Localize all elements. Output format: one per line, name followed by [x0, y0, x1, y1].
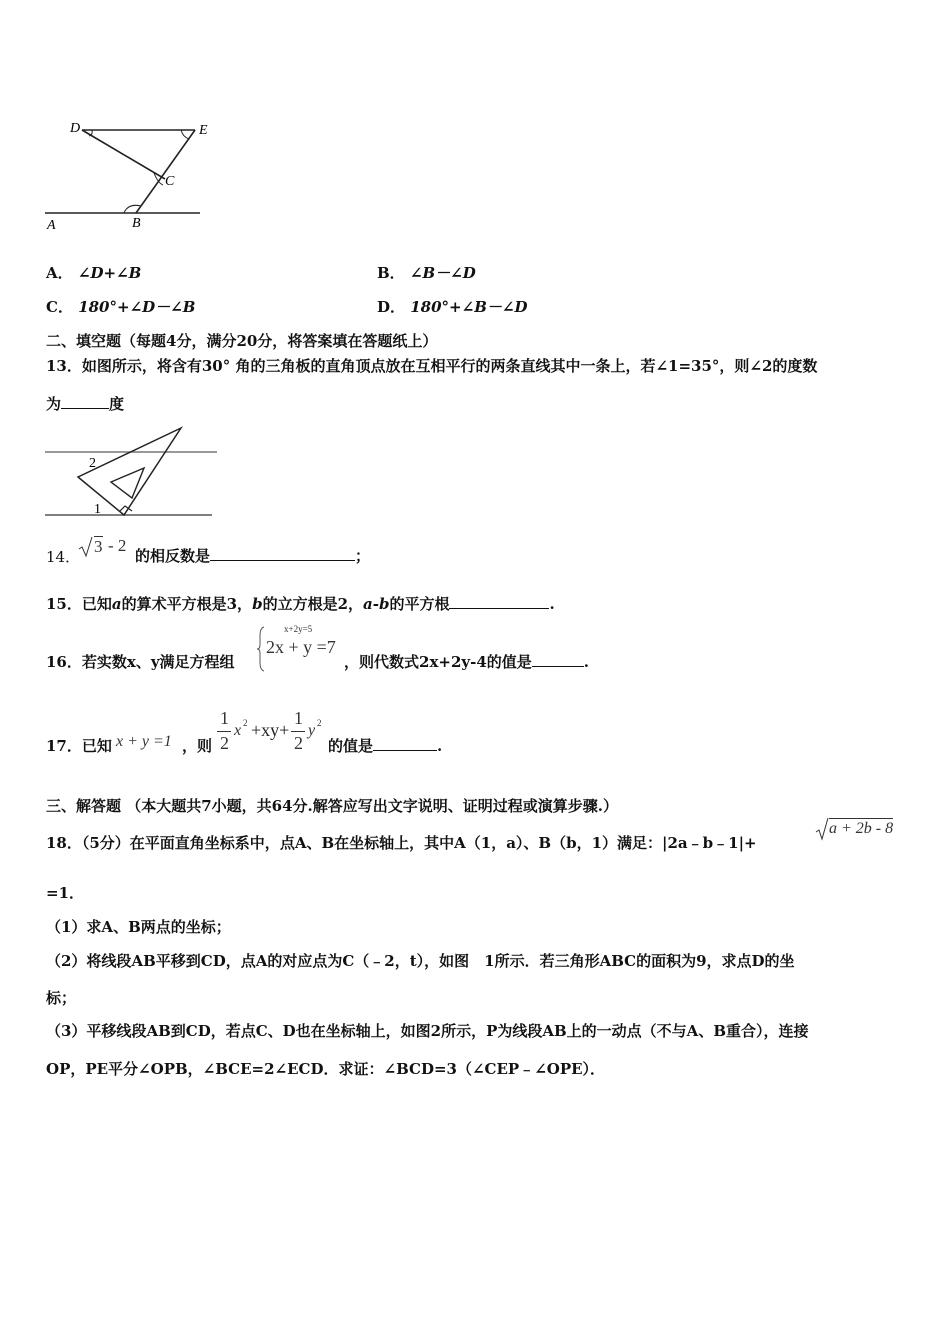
q13-line1: 13．如图所示，将含有30° 角的三角板的直角顶点放在互相平行的两条直线其中一条上，若∠1=35°，则∠2的度数 [46, 357, 818, 375]
q15-t3: 的平方根 [389, 595, 450, 613]
option-a [46, 262, 141, 283]
q18-part2-line1: （2）将线段AB平移到CD，点A的对应点为C（﹣2，t），如图 1所示．若三角形ABC的面积为9，求点D的坐 [46, 952, 795, 970]
q13-answer-blank[interactable] [61, 394, 109, 409]
q18-line2: =1． [46, 884, 85, 902]
q18-part3-line2: OP，PE平分∠OPB，∠BCE=2∠ECD．求证：∠BCD=3（∠CEP﹣∠OPE）． [46, 1060, 606, 1078]
q17-frac2-num: 1 [294, 708, 303, 728]
q17-cond: x + y =1 [116, 733, 172, 750]
q14-text [135, 545, 370, 566]
q15-answer-blank[interactable] [449, 594, 549, 609]
label-e: E [199, 123, 208, 138]
q17-frac1-den: 2 [220, 733, 229, 753]
option-b-label: B． [377, 264, 405, 282]
option-c-label: C． [46, 298, 73, 316]
q17-x-sup: 2 [243, 718, 248, 728]
q16 [46, 624, 646, 674]
q16-text [344, 651, 589, 672]
sqrt-symbol [78, 536, 94, 558]
label-d: D [70, 121, 81, 136]
option-a-text: ∠D+∠B [77, 264, 142, 282]
q18-sqrt-arg: a + 2b - 8 [829, 820, 894, 837]
q14-end: ； [355, 547, 371, 565]
q17-answer-blank[interactable] [373, 736, 437, 751]
q14-sqrt-arg: 3 [94, 537, 103, 556]
q18-part2-line2: 标； [46, 989, 77, 1007]
q15-end: . [549, 595, 555, 613]
option-b-text: ∠B－∠D [409, 264, 476, 282]
label-a: A [47, 218, 56, 233]
q16-text-label: ，则代数式2x+2y-4的值是 [344, 653, 532, 671]
q13-pre: 为 [46, 395, 62, 413]
q15-ab: a-b [363, 595, 390, 613]
line-eb [136, 130, 195, 213]
q17-frac1-bar [217, 731, 231, 732]
q17-num: 17．已知 [46, 737, 112, 755]
line-dc [82, 130, 165, 179]
option-a-label: A． [46, 264, 73, 282]
label-angle-2: 2 [89, 456, 96, 471]
q14-answer-blank[interactable] [210, 546, 355, 561]
triangle-inner [111, 468, 144, 498]
q15-num: 15．已知 [46, 595, 112, 613]
option-d-text: 180°+∠B－∠D [410, 298, 528, 316]
q13-post: 度 [109, 395, 125, 413]
q15-t2: 的立方根是2， [262, 595, 364, 613]
q16-eq1: x+2y=5 [284, 624, 313, 634]
q18-part3-line1: （3）平移线段AB到CD，若点C、D也在坐标轴上，如图2所示，P为线段AB上的一动点（不与A、B重合），连接 [46, 1022, 809, 1040]
q17-end: . [437, 737, 443, 755]
q17-frac2-den: 2 [294, 733, 303, 753]
q13-line2 [46, 393, 124, 414]
q15 [46, 593, 555, 614]
q16-end: . [583, 653, 589, 671]
option-d-label: D． [377, 298, 406, 316]
q17 [46, 708, 646, 758]
label-angle-1: 1 [94, 502, 101, 517]
q16-answer-blank[interactable] [532, 652, 584, 667]
q17-y: y [308, 722, 316, 739]
arc-e [181, 130, 189, 139]
q17-frac2-bar [291, 731, 305, 732]
q18-line1: 18．（5分）在平面直角坐标系中，点A、B在坐标轴上，其中A（1，a）、B（b，1）满足：|2a﹣b﹣1|+ [46, 834, 757, 852]
q14-minus: - 2 [108, 536, 127, 555]
figure-parallel-lines [40, 115, 230, 240]
q17-text-label: 的值是 [328, 737, 374, 755]
section-3-title: 三、解答题 （本大题共7小题，共64分.解答应写出文字说明、证明过程或演算步骤.） [46, 797, 618, 815]
figure-triangle-ruler [40, 425, 220, 520]
q17-x: x [234, 722, 242, 739]
q16-num: 16．若实数x、y满足方程组 [46, 653, 235, 671]
q15-t1: 的算术平方根是3， [121, 595, 253, 613]
q18-part1: （1）求A、B两点的坐标； [46, 918, 231, 936]
option-c-text: 180°+∠D－∠B [78, 298, 196, 316]
q15-b: b [252, 595, 263, 613]
q17-frac1-num: 1 [220, 708, 229, 728]
q16-eq2: 2x + y =7 [266, 637, 336, 657]
q14-text-label: 的相反数是 [135, 547, 211, 565]
q17-text [328, 735, 442, 756]
q17-then: ，则 [182, 737, 213, 755]
brace-symbol [256, 626, 266, 672]
option-c [46, 296, 195, 317]
option-b [377, 262, 476, 283]
q18-sqrt-symbol [815, 817, 829, 841]
label-c: C [165, 174, 175, 189]
section-2-title: 二、填空题（每题4分，满分20分，将答案填在答题纸上） [46, 332, 438, 350]
q17-y-sup: 2 [317, 718, 322, 728]
q14-num: 14． [46, 548, 81, 566]
label-b: B [132, 216, 141, 231]
q15-a: a [111, 595, 122, 613]
q17-xy: +xy+ [251, 720, 290, 740]
option-d [377, 296, 527, 317]
